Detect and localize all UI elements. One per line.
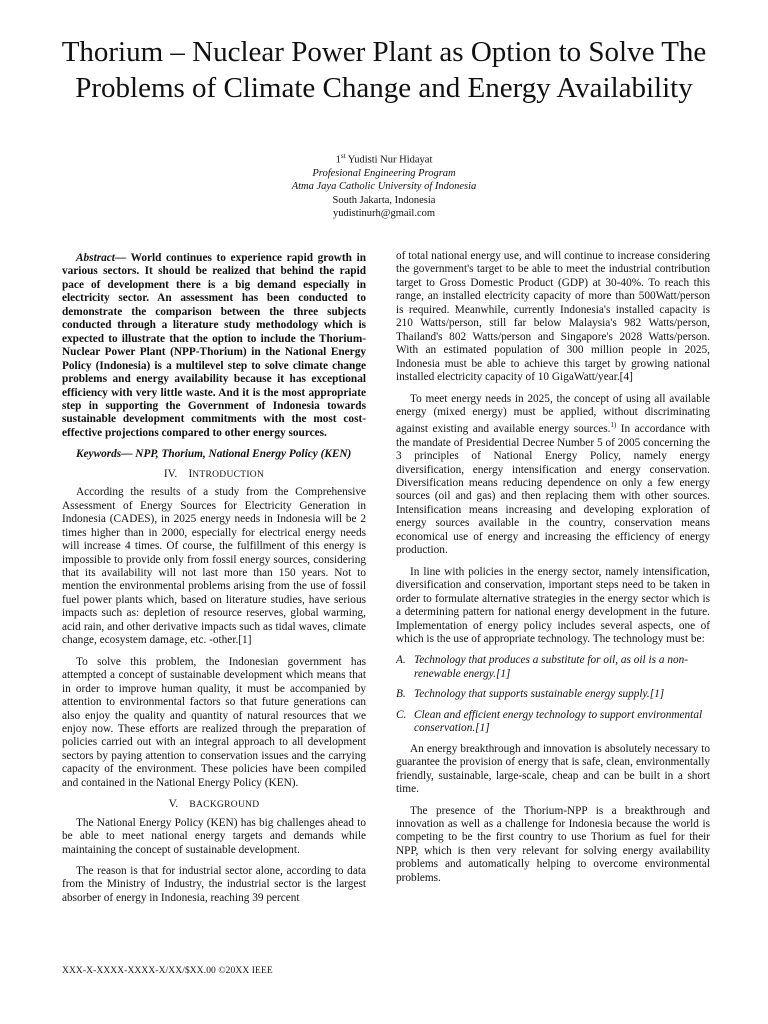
author-program: Profesional Engineering Program xyxy=(312,167,456,179)
abstract: Abstract— World continues to experience rapid growth in various sectors. It should be realized that behind the rapid pace of development there is a big demand especially in electricity sector. An assessment has been conducted to demonstrate the comparison between the three subjects conducted through a literature study methodology which is expected to illustrate that the option to include the Thorium-Nuclear Power Plant (NPP-Thorium) in the National Energy Policy (Indonesia) is a multilevel step to solve climate change problems and energy availability because it has exceptional efficiency with very little waste. And it is the most appropriate step in supporting the Government of Indonesia towards sustainable development commitments with the most cost-effective projections compared to other energy sources. xyxy=(62,252,366,439)
paper-title: Thorium – Nuclear Power Plant as Option to Solve The Problems of Climate Change and Energy Availability xyxy=(61,36,707,104)
body-paragraph-4: An energy breakthrough and innovation is absolutely necessary to guarantee the provision of energy that is safe, clean, environmentally friendly, sustainable, large-scale, cheap and can be built in a short time. xyxy=(396,742,710,796)
section-heading-background: V. BACKGROUND xyxy=(168,798,260,811)
keywords: Keywords— NPP, Thorium, National Energy Policy (KEN) xyxy=(76,448,352,461)
body-paragraph-3: In line with policies in the energy sector, namely intensification, diversification and conservation, important steps need to be taken in order to formulate alternative strategies in the energy sector which is a determining pattern for national energy development in the future. Implementation of energy policy includes several aspects, one of which is the use of appropriate technology. The technology must be: xyxy=(396,565,710,645)
list-item: C. Clean and efficient energy technology to support environmental conservation.[1] xyxy=(396,708,703,735)
background-paragraph-1: The National Energy Policy (KEN) has big challenges ahead to be able to meet national energy targets and demands while maintaining the concept of sustainable development. xyxy=(62,816,366,856)
body-paragraph-1: of total national energy use, and will continue to increase considering the government's target to be able to meet the industrial contribution target to Gross Domestic Product (GDP) at 30-40%. To reach this range, an installed electricity capacity of more than 500Watt/person is required. Meanwhile, currently Indonesia's installed capacity is 210 Watts/person, still far below Malaysia's 982 Watts/person, Thailand's 802 Watts/person and Singapore's 2028 Watts/person. With an estimated population of 300 million people in 2025, Indonesia must be able to achieve this target by growing national installed electricity capacity of 10 GigaWatt/year.[4] xyxy=(396,250,710,384)
body-paragraph-5: The presence of the Thorium-NPP is a breakthrough and innovation as well as a challenge for Indonesia because the world is competing to be the first country to use Thorium as fuel for their NPP, which is then very relevant for solving energy availability problems and automatically helping to overcome environmental problems. xyxy=(396,804,710,884)
list-item: B. Technology that supports sustainable energy supply.[1] xyxy=(396,688,665,701)
author-name-line: 1st Yudisti Nur Hidayat xyxy=(335,152,433,166)
intro-paragraph-2: To solve this problem, the Indonesian government has attempted a concept of sustainable development which means that in order to improve human quality, it must be accompanied by attention to environmental factors so that future generations can also enjoy the quality and quantity of natural resources that we enjoy now. These efforts are realized through the preparation of policies carried out with an integral approach to all development sectors by paying attention to conservation issues and the carrying capacity of the environment. These policies have been compiled and contained in the National Energy Policy (KEN). xyxy=(62,655,366,789)
copyright-footer: XXX-X-XXXX-XXXX-X/XX/$XX.00 ©20XX IEEE xyxy=(62,966,273,976)
left-column xyxy=(62,252,366,913)
author-university: Atma Jaya Catholic University of Indonesia xyxy=(291,181,477,193)
author-city: South Jakarta, Indonesia xyxy=(332,194,436,206)
author-email: yudistinurh@gmail.com xyxy=(332,208,436,220)
section-heading-introduction: IV. INTRODUCTION xyxy=(163,467,265,480)
author-block xyxy=(284,150,484,221)
background-paragraph-2: The reason is that for industrial sector alone, according to data from the Ministry of Industry, the industrial sector is the largest absorber of energy in Indonesia, reaching 39 percent xyxy=(62,865,366,904)
body-paragraph-2: To meet energy needs in 2025, the concept of using all available energy (mixed energy) must be applied, without discriminating against existing and available energy sources.$^{1)}$ In accordance with the mandate of Presidential Decree Number 5 of 2005 concerning the 3 principles of National Energy Policy, namely energy diversification, energy intensification and energy conservation. Diversification means reducing dependence on only a few energy sources (oil and gas) and then replacing them with other sources. Intensification means increasing and developing exploration of energy sources available in the country, conservation means economical use of energy and increasing the efficiency of energy production. xyxy=(396,392,710,557)
list-item: A. Technology that produces a substitute for oil, as oil is a non-renewable energy.[1] xyxy=(396,654,689,680)
right-column xyxy=(396,250,710,893)
intro-paragraph-1: According the results of a study from the Comprehensive Assessment of Energy Sources for Electricity Generation in Indonesia (CADES), in 2025 energy needs in Indonesia will be 2 times higher than in 2000, especially for electrical energy needs will increase 4 times. Of course, the fulfillment of this energy is impossible to provide only from fossil energy sources, considering that its availability will not last more than 150 years. Not to mention the environmental problems arising from the use of fossil fuel power plants which, based on literature studies, have serious impacts such as: depletion of resource reserves, global warming, acid rain, and other derivative impacts such as tidal waves, climate change, ecosystem damage, etc. -other.[1] xyxy=(62,486,366,647)
